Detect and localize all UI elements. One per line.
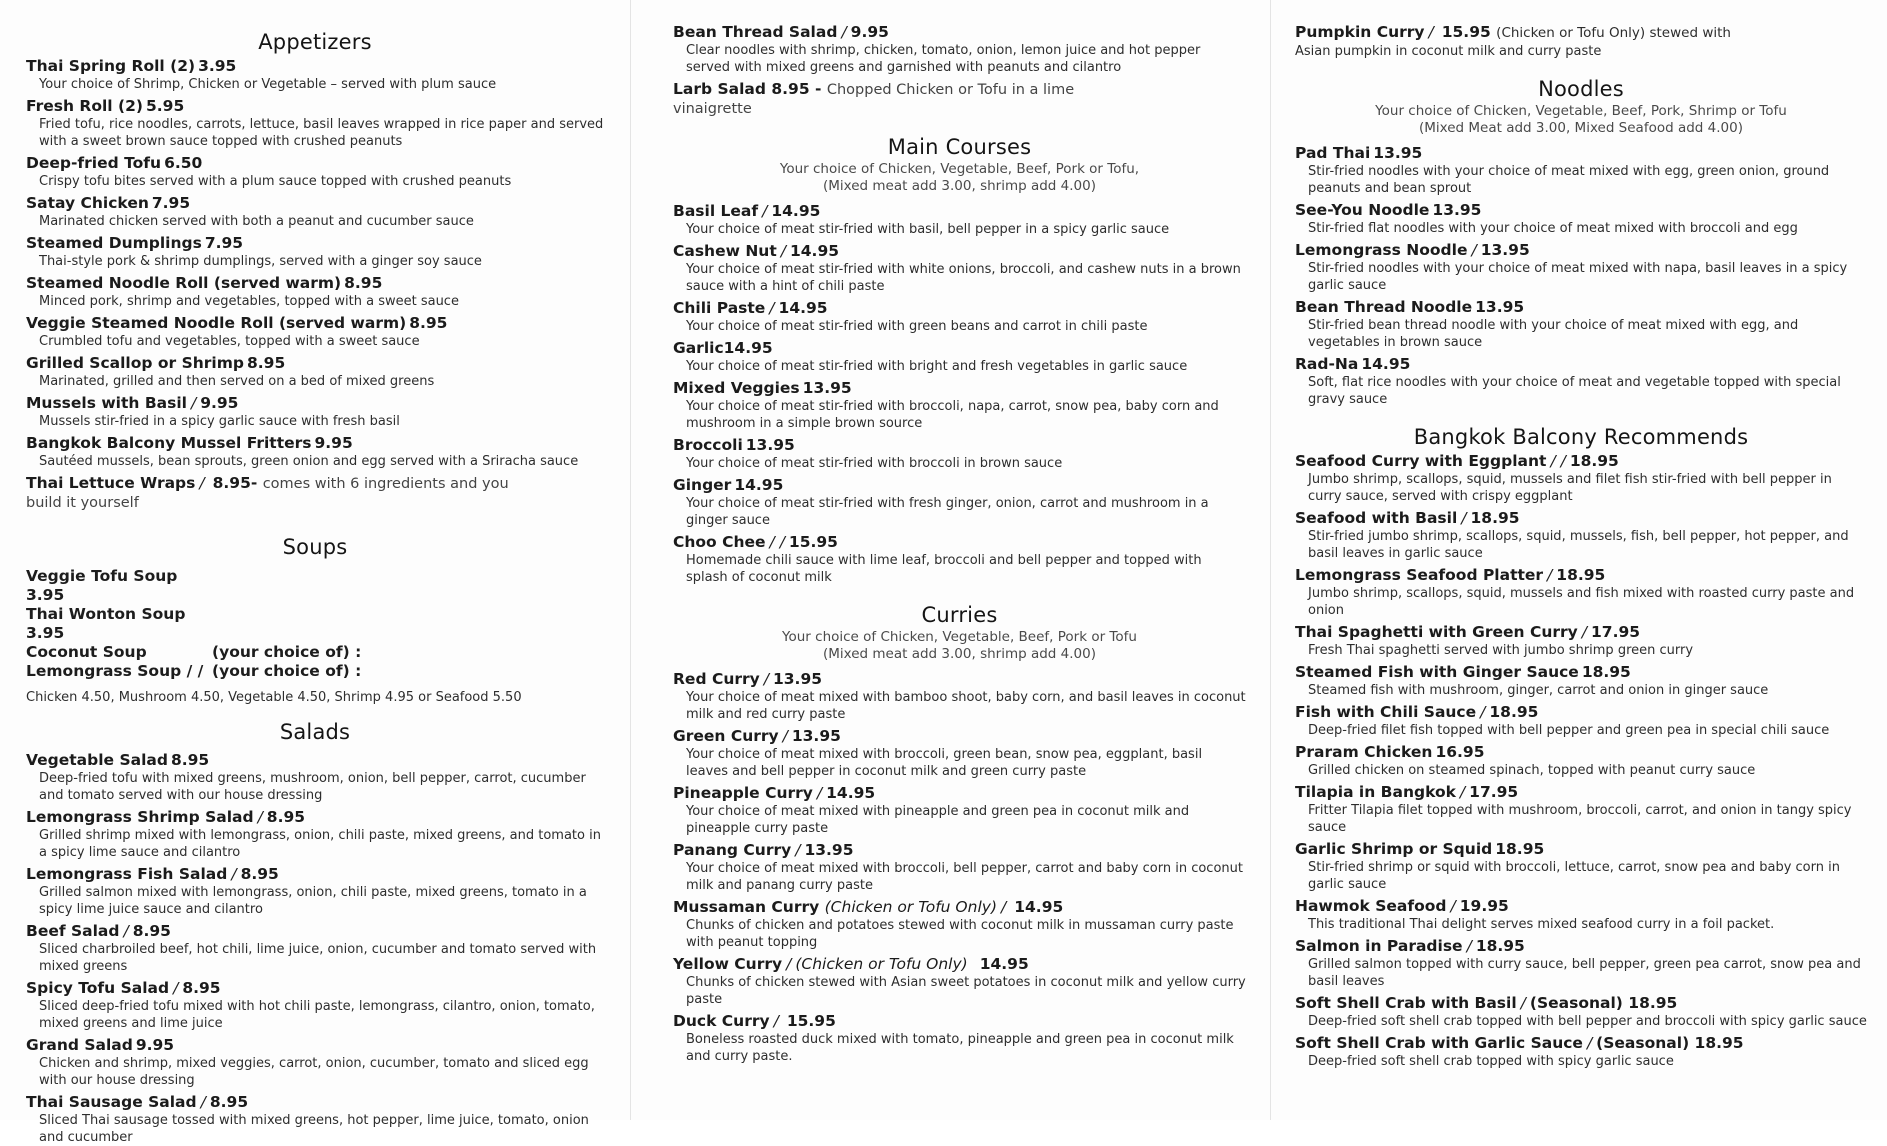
item-name: Fish with Chili Sauce [1295, 703, 1477, 721]
spicy-mark: / [1450, 897, 1456, 915]
item-name: Satay Chicken [26, 194, 149, 212]
item-name: Spicy Tofu Salad [26, 979, 170, 997]
menu-item [673, 840, 1246, 894]
item-name: Bean Thread Noodle [1295, 298, 1473, 316]
item-description: Sliced Thai sausage tossed with mixed greens, hot pepper, lime juice, tomato, onion and cucumber [39, 1113, 589, 1145]
section-title: Bangkok Balcony Recommends [1413, 425, 1749, 449]
section-title: Curries [921, 603, 998, 627]
item-description: Fried tofu, rice noodles, carrots, lettuce, basil leaves wrapped in rice paper and served with a sweet brown sauce topped with crushed peanuts [39, 117, 604, 149]
item-price: 18.95 [1489, 703, 1539, 721]
item-name: Mixed Veggies [673, 379, 800, 397]
menu-item [1295, 143, 1867, 197]
menu-item-duck-curry [673, 1011, 1246, 1065]
menu-item [26, 273, 604, 310]
item-price: 8.95 [266, 808, 306, 826]
item-description: Chunks of chicken and potatoes stewed with coconut milk in mussaman curry paste with peanut topping [686, 918, 1234, 950]
item-description: Your choice of meat stir-fried with bright and fresh vegetables in garlic sauce [686, 359, 1188, 374]
item-name: Seafood with Basil [1295, 509, 1458, 527]
item-note: (Chicken or Tofu Only) stewed with [1496, 25, 1731, 41]
item-price: 6.50 [164, 154, 203, 172]
item-price: 9.95 [200, 394, 239, 412]
item-name: Grilled Scallop or Shrimp [26, 354, 244, 372]
item-name: Rad-Na [1295, 355, 1359, 373]
menu-item [1295, 1033, 1867, 1070]
item-name: Thai Spring Roll (2) [26, 57, 196, 75]
item-price: 7.95 [204, 234, 244, 252]
item-description: Clear noodles with shrimp, chicken, tomato, onion, lemon juice and hot pepper served with mixed greens and garnished with peanuts and cilantro [686, 43, 1201, 75]
menu-item [26, 750, 604, 804]
section-salads-continued [673, 22, 1246, 118]
item-price: 18.95 [1495, 840, 1545, 858]
item-name: Chili Paste [673, 299, 766, 317]
menu-item [26, 56, 604, 93]
item-price: 5.95 [145, 97, 185, 115]
item-description: Stir-fried jumbo shrimp, scallops, squid, mussels, fish, bell pepper, hot pepper, and basil leaves in garlic sauce [1308, 529, 1849, 561]
item-price: 14.95 [1361, 355, 1411, 373]
item-description: Marinated chicken served with both a peanut and cucumber sauce [39, 214, 474, 229]
item-name: Steamed Dumplings [26, 234, 202, 252]
item-name: Lemongrass Shrimp Salad [26, 808, 254, 826]
menu-item [1295, 936, 1867, 990]
item-description: Mussels stir-fried in a spicy garlic sauce with fresh basil [39, 414, 400, 429]
section-recommends [1295, 425, 1867, 1070]
item-name: Deep-fried Tofu [26, 154, 162, 172]
spicy-mark: / [1001, 898, 1007, 916]
item-name: Lemongrass Fish Salad [26, 865, 228, 883]
item-name: Veggie Steamed Noodle Roll (served warm) [26, 314, 407, 332]
item-note: comes with 6 ingredients and you [262, 476, 509, 492]
item-description: Your choice of Shrimp, Chicken or Vegetable – served with plum sauce [39, 77, 497, 92]
menu-item-yellow-curry [673, 954, 1246, 1008]
item-name: Grand Salad [26, 1036, 133, 1054]
spicy-mark: / [762, 202, 768, 220]
item-description: Grilled salmon topped with curry sauce, bell pepper, green pea carrot, snow pea and basil leaves [1308, 957, 1861, 989]
item-price: 14.95 [979, 955, 1029, 973]
item-price: 17.95 [1591, 623, 1641, 641]
item-description: Chicken and shrimp, mixed veggies, carrot, onion, cucumber, tomato and sliced egg with our house dressing [39, 1056, 589, 1088]
salad-list [26, 750, 604, 1146]
item-description: Steamed fish with mushroom, ginger, carrot and onion in ginger sauce [1308, 683, 1769, 698]
spicy-mark: / [1459, 783, 1466, 801]
item-name: Praram Chicken [1295, 743, 1433, 761]
item-description: Fritter Tilapia filet topped with mushroom, broccoli, carrot, and onion in tangy spicy sauce [1308, 803, 1852, 835]
section-soups [26, 535, 604, 706]
item-price: 8.95 [246, 354, 286, 372]
item-price: (Seasonal) 18.95 [1596, 1034, 1744, 1052]
menu-item [26, 433, 604, 470]
item-price: 19.95 [1459, 897, 1509, 915]
item-note: (Chicken or Tofu Only) [795, 955, 968, 973]
item-price: 13.95 [745, 436, 795, 454]
spicy-mark: / [786, 955, 792, 973]
item-price: 13.95 [802, 379, 852, 397]
item-description: Your choice of meat mixed with broccoli, bell pepper, carrot and baby corn in coconut milk and panang curry paste [686, 861, 1243, 893]
item-description: Your choice of meat stir-fried with white onions, broccoli, and cashew nuts in a brown sauce with a hint of chili paste [686, 262, 1241, 294]
menu-item [1295, 896, 1867, 933]
spicy-mark: / [780, 242, 786, 260]
spicy-mark: / [1461, 509, 1467, 527]
item-price: 13.95 [1373, 144, 1423, 162]
item-name: Soft Shell Crab with Basil [1295, 994, 1517, 1012]
item-price: 18.95 [1556, 566, 1606, 584]
menu-item [1295, 240, 1867, 294]
item-description: Minced pork, shrimp and vegetables, topped with a sweet sauce [39, 294, 459, 309]
menu-item [673, 378, 1246, 432]
item-name: Hawmok Seafood [1295, 897, 1447, 915]
section-title: Main Courses [887, 135, 1032, 159]
item-price: 18.95 [1470, 509, 1520, 527]
item-description: Sliced deep-fried tofu mixed with hot chili paste, lemongrass, cilantro, onion, tomato, mixed greens and lime juice [39, 999, 595, 1031]
item-price: 8.95 [170, 751, 210, 769]
item-note: Chopped Chicken or Tofu in a lime [826, 82, 1075, 98]
item-name: Bean Thread Salad [673, 23, 838, 41]
item-name: Beef Salad [26, 922, 120, 940]
item-price: 13.95 [1432, 201, 1482, 219]
spicy-mark: / [1586, 1034, 1593, 1052]
item-description: Fresh Thai spaghetti served with jumbo shrimp green curry [1308, 643, 1694, 658]
soup-row: Coconut Soup (your choice of) : [26, 643, 362, 661]
item-description: Chunks of chicken stewed with Asian sweet potatoes in coconut milk and yellow curry paste [686, 975, 1246, 1007]
item-name: Pad Thai [1295, 144, 1371, 162]
item-description: Grilled shrimp mixed with lemongrass, onion, chili paste, mixed greens, and tomato in a spicy lime sauce and cilantro [39, 828, 601, 860]
recommend-list [1295, 451, 1867, 1070]
item-name: Garlic Shrimp or Squid [1295, 840, 1493, 858]
menu-item [1295, 662, 1867, 699]
menu-item-mussaman-curry [673, 897, 1246, 951]
spicy-mark: / [257, 808, 263, 826]
item-name: Lemongrass Seafood Platter [1295, 566, 1544, 584]
spicy-mark: / [841, 23, 847, 41]
spicy-mark: / [773, 1012, 779, 1030]
item-name: Red Curry [673, 670, 760, 688]
item-name: Panang Curry [673, 841, 792, 859]
item-price: 18.95 [1475, 937, 1525, 955]
menu-item [673, 726, 1246, 780]
item-description: Jumbo shrimp, scallops, squid, mussels and filet fish stir-fried with bell pepper in curry sauce, served with crispy eggplant [1308, 472, 1832, 504]
spicy-mark: / [199, 474, 205, 492]
menu-item [26, 96, 604, 150]
menu-item [26, 313, 604, 350]
spicy-mark: / [1480, 703, 1486, 721]
item-price: 14.95 [789, 242, 840, 260]
item-price: 14.95 [1014, 898, 1064, 916]
item-description: Stir-fried noodles with your choice of meat mixed with napa, basil leaves in a spicy garlic sauce [1308, 261, 1848, 293]
item-name: Thai Lettuce Wraps [26, 474, 196, 492]
menu-item [1295, 622, 1867, 659]
item-name: Bangkok Balcony Mussel Fritters [26, 434, 312, 452]
item-price: 13.95 [791, 727, 841, 745]
item-name: Mussels with Basil [26, 394, 187, 412]
menu-item [673, 22, 1246, 76]
spicy-mark: / [190, 394, 197, 412]
menu-item [26, 1092, 604, 1146]
item-price: 15.95 [1441, 23, 1491, 41]
item-price: 17.95 [1469, 783, 1519, 801]
item-description: Stir-fried noodles with your choice of meat mixed with egg, green onion, ground peanuts and bean sprout [1308, 164, 1830, 196]
item-name: Fresh Roll (2) [26, 97, 143, 115]
spicy-mark: / [763, 670, 769, 688]
section-main-courses [673, 135, 1246, 586]
section-title: Salads [279, 720, 351, 744]
menu-item [673, 435, 1246, 472]
section-curries [673, 603, 1246, 1065]
section-salads [26, 720, 604, 1146]
item-price: 13.95 [804, 841, 854, 859]
soup-row: Veggie Tofu Soup 3.95 [26, 567, 178, 604]
item-price: 14.95 [734, 476, 784, 494]
item-price: 15.95 [788, 533, 838, 551]
salad-list-cont [673, 22, 1246, 76]
item-name: Lemongrass Noodle [1295, 241, 1468, 259]
item-price: 8.95 [240, 865, 279, 883]
item-note: (Chicken or Tofu Only) [824, 898, 997, 916]
item-price: 9.95 [314, 434, 353, 452]
item-description: Marinated, grilled and then served on a bed of mixed greens [39, 374, 435, 389]
item-price: 18.95 [1581, 663, 1631, 681]
item-description: Your choice of meat mixed with pineapple and green pea in coconut milk and pineapple curry paste [686, 804, 1190, 836]
menu-column-left [0, 0, 630, 1145]
menu-item [1295, 297, 1867, 351]
item-description: Your choice of meat mixed with bamboo shoot, baby corn, and basil leaves in coconut milk and red curry paste [686, 690, 1246, 722]
item-description: Homemade chili sauce with lime leaf, broccoli and bell pepper and topped with splash of coconut milk [686, 553, 1202, 585]
spicy-mark: / [795, 841, 801, 859]
menu-item [1295, 565, 1867, 619]
item-price: 3.95 [198, 57, 237, 75]
spicy-mark: / [816, 784, 823, 802]
item-name: Green Curry [673, 727, 779, 745]
menu-item [26, 978, 604, 1032]
item-price: 8.95- [212, 474, 258, 492]
menu-item [673, 783, 1246, 837]
item-description: Soft, flat rice noodles with your choice of meat and vegetable topped with special gravy sauce [1308, 375, 1841, 407]
spicy-mark: / [1547, 566, 1553, 584]
section-title: Appetizers [258, 30, 372, 54]
item-name: Thai Spaghetti with Green Curry [1295, 623, 1578, 641]
menu-item [26, 393, 604, 430]
spicy-mark: / [200, 1093, 206, 1111]
item-description: Boneless roasted duck mixed with tomato, pineapple and green pea in coconut milk and curry paste. [686, 1032, 1234, 1064]
item-price: 18.95 [1569, 452, 1619, 470]
item-description: Your choice of meat stir-fried with basil, bell pepper in a spicy garlic sauce [686, 222, 1170, 237]
item-price: 14.95 [778, 299, 828, 317]
section-title: Soups [282, 535, 348, 559]
menu-item [26, 807, 604, 861]
item-price: 9.95 [850, 23, 889, 41]
menu-item [1295, 508, 1867, 562]
menu-item [26, 353, 604, 390]
item-name: Basil Leaf [673, 202, 759, 220]
item-name: Soft Shell Crab with Garlic Sauce [1295, 1034, 1583, 1052]
item-description: Stir-fried flat noodles with your choice of meat mixed with broccoli and egg [1308, 221, 1798, 236]
item-name: See-You Noodle [1295, 201, 1430, 219]
menu-item [26, 1035, 604, 1089]
spicy-mark: / [123, 922, 129, 940]
spicy-mark: / [173, 979, 179, 997]
curry-list [673, 669, 1246, 894]
item-price: 14.95 [826, 784, 876, 802]
spicy-mark: / [782, 727, 788, 745]
item-description: Deep-fried tofu with mixed greens, mushroom, onion, bell pepper, carrot, cucumber and tomato served with our house dressing [39, 771, 586, 803]
item-name: Yellow Curry [673, 955, 783, 973]
item-price: 15.95 [786, 1012, 836, 1030]
item-description: Deep-fried soft shell crab topped with spicy garlic sauce [1308, 1054, 1674, 1069]
section-subtitle: Your choice of Chicken, Vegetable, Beef, Pork or Tofu (Mixed meat add 3.00, shrimp add 4.00) [782, 629, 1137, 662]
menu-item-lettuce-wraps [26, 473, 604, 512]
spicy-mark: / [769, 299, 775, 317]
item-price: 8.95 [132, 922, 171, 940]
menu-item [1295, 782, 1867, 836]
menu-item [1295, 200, 1867, 237]
spicy-mark: / [1471, 241, 1477, 259]
item-name: Thai Sausage Salad [26, 1093, 197, 1111]
menu-item [26, 193, 604, 230]
item-description: Thai-style pork & shrimp dumplings, served with a ginger soy sauce [39, 254, 482, 269]
item-price: 9.95 [135, 1036, 175, 1054]
item-name: Steamed Fish with Ginger Sauce [1295, 663, 1579, 681]
menu-item [673, 241, 1246, 295]
item-price: 13.95 [1480, 241, 1530, 259]
item-note-cont: build it yourself [26, 495, 139, 511]
item-price: 8.95 [209, 1093, 249, 1111]
item-price: 14.95 [771, 202, 821, 220]
item-name: Broccoli [673, 436, 743, 454]
section-curries-continued [1295, 22, 1867, 60]
soup-row: Thai Wonton Soup 3.95 [26, 605, 186, 642]
item-name: Vegetable Salad [26, 751, 168, 769]
item-note-cont: vinaigrette [673, 101, 752, 117]
menu-column-middle [630, 0, 1270, 1120]
item-description: Crispy tofu bites served with a plum sauce topped with crushed peanuts [39, 174, 512, 189]
item-description: Grilled chicken on steamed spinach, topped with peanut curry sauce [1308, 763, 1756, 778]
item-name: Garlic14.95 [673, 339, 773, 357]
item-name: Duck Curry [673, 1012, 770, 1030]
spicy-mark: / [1581, 623, 1587, 641]
item-description: Your choice of meat stir-fried with fresh ginger, onion, carrot and mushroom in a ginger sauce [686, 496, 1209, 528]
item-price: 8.95 [409, 314, 448, 332]
menu-item [1295, 742, 1867, 779]
menu-item [26, 921, 604, 975]
item-name: Steamed Noodle Roll (served warm) [26, 274, 342, 292]
item-description: Deep-fried soft shell crab topped with bell pepper and broccoli with spicy garlic sauce [1308, 1014, 1867, 1029]
menu-item [673, 669, 1246, 723]
item-description: Grilled salmon mixed with lemongrass, onion, chili paste, mixed greens, tomato in a spicy lime juice sauce and cilantro [39, 885, 587, 917]
menu-item [673, 201, 1246, 238]
item-name: Choo Chee [673, 533, 766, 551]
spicy-mark: / [1428, 23, 1434, 41]
item-price: 7.95 [151, 194, 191, 212]
section-noodles [1295, 77, 1867, 408]
item-description: Your choice of meat stir-fried with broccoli in brown sauce [686, 456, 1063, 471]
menu-item [26, 233, 604, 270]
item-description: Stir-fried bean thread noodle with your choice of meat mixed with egg, and vegetables in brown sauce [1308, 318, 1799, 350]
item-price: 13.95 [1475, 298, 1525, 316]
item-name: Cashew Nut [673, 242, 777, 260]
item-description: Asian pumpkin in coconut milk and curry paste [1295, 44, 1602, 59]
item-name: Ginger [673, 476, 732, 494]
menu-item-larb-salad [673, 79, 1246, 118]
item-price: (Seasonal) 18.95 [1529, 994, 1678, 1012]
noodle-list [1295, 143, 1867, 408]
section-appetizers [26, 30, 604, 512]
item-price: 8.95 [344, 274, 383, 292]
item-name: Tilapia in Bangkok [1295, 783, 1456, 801]
menu-item [1295, 993, 1867, 1030]
menu-item [673, 532, 1246, 586]
soup-prices: Chicken 4.50, Mushroom 4.50, Vegetable 4.50, Shrimp 4.95 or Seafood 5.50 [26, 690, 522, 705]
item-description: Your choice of meat stir-fried with green beans and carrot in chili paste [686, 319, 1148, 334]
section-subtitle: Your choice of Chicken, Vegetable, Beef, Pork or Tofu, (Mixed meat add 3.00, shrimp add 4.00) [779, 161, 1140, 194]
section-subtitle: Your choice of Chicken, Vegetable, Beef, Pork, Shrimp or Tofu (Mixed Meat add 3.00, Mixed Seafood add 4.00) [1375, 103, 1787, 136]
menu-item-pumpkin-curry [1295, 22, 1867, 60]
section-title: Noodles [1538, 77, 1624, 101]
menu-item [1295, 839, 1867, 893]
item-name: Seafood Curry with Eggplant [1295, 452, 1547, 470]
spicy-mark: / [1466, 937, 1472, 955]
menu-item [1295, 451, 1867, 505]
menu-item [26, 153, 604, 190]
main-course-list [673, 201, 1246, 586]
menu-item [673, 338, 1246, 375]
item-description: Sliced charbroiled beef, hot chili, lime juice, onion, cucumber and tomato served with mixed greens [39, 942, 597, 974]
item-description: Sautéed mussels, bean sprouts, green onion and egg served with a Sriracha sauce [39, 454, 579, 469]
menu-column-right [1270, 0, 1887, 1120]
item-description: Your choice of meat mixed with broccoli, green bean, snow pea, eggplant, basil leaves and bell pepper in coconut milk and green curry paste [686, 747, 1203, 779]
item-description: Crumbled tofu and vegetables, topped with a sweet sauce [39, 334, 420, 349]
soup-row: Lemongrass Soup / / (your choice of) : [26, 662, 362, 680]
item-name: Salmon in Paradise [1295, 937, 1463, 955]
menu-item [673, 298, 1246, 335]
item-price: 16.95 [1435, 743, 1485, 761]
menu-item [673, 475, 1246, 529]
spicy-mark: / [1520, 994, 1526, 1012]
item-price: 13.95 [772, 670, 823, 688]
item-description: Your choice of meat stir-fried with broccoli, napa, carrot, snow pea, baby corn and mushroom in a simple brown source [686, 399, 1219, 431]
item-description: Jumbo shrimp, scallops, squid, mussels and fish mixed with roasted curry paste and onion [1308, 586, 1855, 618]
appetizer-list [26, 56, 604, 470]
item-price: 8.95 [182, 979, 221, 997]
item-name: Pumpkin Curry [1295, 23, 1425, 41]
item-description: This traditional Thai delight serves mixed seafood curry in a foil packet. [1308, 917, 1775, 932]
menu-item [1295, 702, 1867, 739]
item-name: Larb Salad 8.95 - [673, 80, 822, 98]
menu-item [26, 864, 604, 918]
spicy-mark: / / [1550, 452, 1566, 470]
menu-item [1295, 354, 1867, 408]
spicy-mark: / [231, 865, 237, 883]
item-description: Deep-fried filet fish topped with bell pepper and green pea in special chili sauce [1308, 723, 1830, 738]
spicy-mark: / / [769, 533, 785, 551]
item-description: Stir-fried shrimp or squid with broccoli, lettuce, carrot, snow pea and baby corn in garlic sauce [1308, 860, 1840, 892]
item-name: Mussaman Curry [673, 898, 820, 916]
item-name: Pineapple Curry [673, 784, 813, 802]
